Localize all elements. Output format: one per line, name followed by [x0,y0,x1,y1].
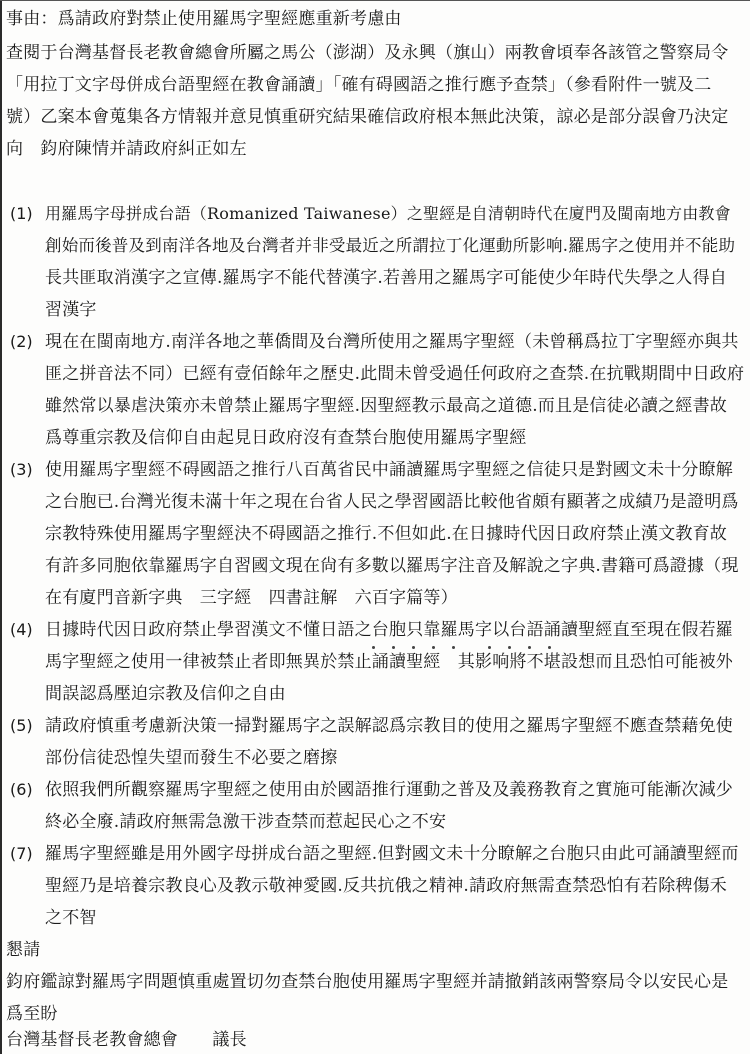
emphasis-dot [452,646,455,649]
item-4-line-3: 間誤認爲壓迫宗教及信仰之自由 [45,684,286,704]
item-5-line-2: 部份信徒恐惶失望而發生不必要之磨擦 [45,748,338,768]
item-2-line-2: 匪之拼音法不同）已經有壹佰餘年之歷史.此間未曾受過任何政府之查禁.在抗戰期間中日政府 [45,364,745,384]
emphasis-dot [488,646,491,649]
item-1-line-1: 用羅馬字母拼成台語（Romanized Taiwanese）之聖經是自清朝時代在廈門及閩南地方由教會 [45,204,731,223]
closing-request-line-2: 爲至盼 [6,1004,58,1024]
intro-line-1: 查閱于台灣基督長老教會總會所屬之馬公（澎湖）及永興（旗山）兩教會頃奉各該管之警察局令 [6,43,729,63]
item-3-line-4: 有許多同胞依靠羅馬字自習國文現在尙有多數以羅馬字注音及解說之字典.書籍可爲證據（現 [45,556,739,576]
emphasis-dot [508,646,511,649]
item-6-number: (6) [10,780,33,799]
item-5-number: (5) [10,716,33,735]
intro-line-2: 「用拉丁文字母併成台語聖經在教會誦讀」「確有碍國語之推行應予查禁」（參看附件一號及二 [6,75,712,95]
item-4-number: (4) [10,620,33,639]
item-2-number: (2) [10,332,33,351]
item-2-line-3: 雖然常以暴虐決策亦未曾禁止羅馬字聖經.因聖經教示最高之道德.而且是信徒必讀之經書故 [45,396,728,416]
item-7-line-2: 聖經乃是培養宗教良心及教示敬神愛國.反共抗俄之精神.請政府無需查禁恐怕有若除稗傷禾 [45,876,728,896]
intro-line-3: 號）乙案本會蒐集各方情報并意見慎重研究結果確信政府根本無此決策，諒必是部分誤會乃決定 [6,107,729,127]
intro-line-4: 向 鈞府陳情并請政府糾正如左 [6,139,247,159]
signatory-line: 台灣基督長老教會總會 議長 [6,1030,247,1050]
subject-line: 事由：爲請政府對禁止使用羅馬字聖經應重新考慮由 [6,9,402,29]
emphasis-dot [392,646,395,649]
item-1-number: (1) [10,204,33,223]
closing-request-line-1: 鈞府鑑諒對羅馬字問題慎重處置切勿查禁台胞使用羅馬字聖經并請撤銷該兩警察局令以安民心是 [6,972,729,992]
item-3-number: (3) [10,460,33,479]
closing-plea: 懇請 [6,940,41,960]
item-6-line-1: 依照我們所觀察羅馬字聖經之使用由於國語推行運動之普及及義務教育之實施可能漸次減少 [45,780,733,800]
item-7-line-1: 羅馬字聖經雖是用外國字母拼成台語之聖經.但對國文未十分瞭解之台胞只由此可誦讀聖經而 [45,844,739,864]
page-edge-top [0,0,750,1]
emphasis-dot [412,646,415,649]
item-6-line-2: 終必全廢.請政府無需急激干涉查禁而惹起民心之不安 [45,812,447,832]
item-1-line-4: 習漢字 [45,300,97,320]
emphasis-dot [548,646,551,649]
item-7-line-3: 之不智 [45,908,97,928]
item-1-line-3: 長共匪取消漢字之宣傳.羅馬字不能代替漢字.若善用之羅馬字可能使少年時代失學之人得自 [45,268,728,288]
item-7-number: (7) [10,844,33,863]
item-4-line-2: 馬字聖經之使用一律被禁止者即無異於禁止誦讀聖經 其影响將不堪設想而且恐怕可能被外 [45,652,733,672]
item-4-line-1: 日據時代因日政府禁止學習漢文不懂日語之台胞只靠羅馬字以台語誦讀聖經直至現在假若羅 [45,620,733,640]
item-2-line-1: 現在在閩南地方.南洋各地之華僑間及台灣所使用之羅馬字聖經（未曾稱爲拉丁字聖經亦與共 [45,332,739,352]
item-2-line-4: 爲尊重宗教及信仰自由起見日政府沒有查禁台胞使用羅馬字聖經 [45,428,527,448]
item-5-line-1: 請政府慎重考慮新決策一掃對羅馬字之誤解認爲宗教目的使用之羅馬字聖經不應查禁藉免使 [45,716,733,736]
page-edge-left [0,0,2,1054]
item-3-line-5: 在有廈門音新字典 三字經 四書註解 六百字篇等） [45,588,458,608]
item-3-line-3: 宗教特殊使用羅馬字聖經決不碍國語之推行.不但如此.在日據時代因日政府禁止漢文教育故 [45,524,728,544]
emphasis-dot [372,646,375,649]
emphasis-dot [432,646,435,649]
item-3-line-2: 之台胞已.台灣光復未滿十年之現在台省人民之學習國語比較他省頗有顯著之成績乃是證明爲 [45,492,739,512]
item-1-line-2: 創始而後普及到南洋各地及台灣者并非受最近之所謂拉丁化運動所影响.羅馬字之使用并不能助 [45,236,736,255]
emphasis-dot [528,646,531,649]
item-3-line-1: 使用羅馬字聖經不碍國語之推行八百萬省民中誦讀羅馬字聖經之信徒只是對國文未十分瞭解 [45,460,733,480]
